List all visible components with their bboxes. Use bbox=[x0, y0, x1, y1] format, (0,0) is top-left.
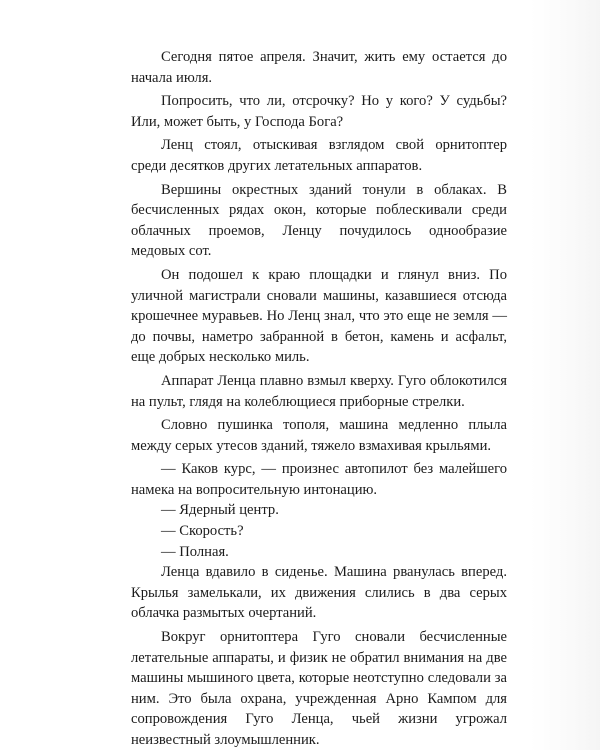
paragraph-9: — Ядерный центр. bbox=[161, 502, 279, 519]
paragraph-1: Сегодня пятое апреля. Значит, жить ему остается до начала июля. bbox=[131, 49, 507, 86]
paragraph-13: Вокруг орнитоптера Гуго сновали бесчисленные летательные аппараты, и физик не обратил внимания на две машины мышиного цвета, которые неотступно следовали за ним. Это была охрана, учрежденная Арно Кампом для сопровождения Гуго Ленца, чьей жизни угрожал неизвестный злоумышленник. bbox=[131, 629, 507, 748]
paragraph-2: Попросить, что ли, отсрочку? Но у кого? У судьбы? Или, может быть, у Господа Бога? bbox=[131, 93, 507, 130]
paragraph-8: — Каков курс, — произнес автопилот без малейшего намека на вопросительную интонацию. bbox=[131, 461, 507, 498]
paragraph-3: Ленц стоял, отыскивая взглядом свой орнитоптер среди десятков других летательных аппаратов. bbox=[131, 137, 507, 174]
paragraph-11: — Полная. bbox=[161, 543, 229, 560]
paragraph-7: Словно пушинка тополя, машина медленно плыла между серых утесов зданий, тяжело взмахивая крыльями. bbox=[131, 417, 507, 454]
paragraph-5: Он подошел к краю площадки и глянул вниз. По уличной магистрали сновали машины, казавшиеся отсюда крошечнее муравьев. Но Ленц знал, что это еще не земля — до почвы, наметро забранной в бетон, камень и асфальт, еще добрых несколько миль. bbox=[131, 266, 507, 366]
paragraph-12: Ленца вдавило в сиденье. Машина рванулась вперед. Крылья замелькали, их движения слились в два серых облачка размытых очертаний. bbox=[131, 564, 507, 622]
paragraph-10: — Скорость? bbox=[161, 523, 244, 540]
page-edge-shadow bbox=[530, 0, 600, 750]
page-text bbox=[131, 44, 507, 751]
paragraph-4: Вершины окрестных зданий тонули в облаках. В бесчисленных рядах окон, которые поблескивали среди облачных проемов, Ленцу почудилось однообразие медовых сот. bbox=[131, 181, 507, 260]
paragraph-6: Аппарат Ленца плавно взмыл кверху. Гуго облокотился на пульт, глядя на колеблющиеся приборные стрелки. bbox=[131, 372, 507, 410]
